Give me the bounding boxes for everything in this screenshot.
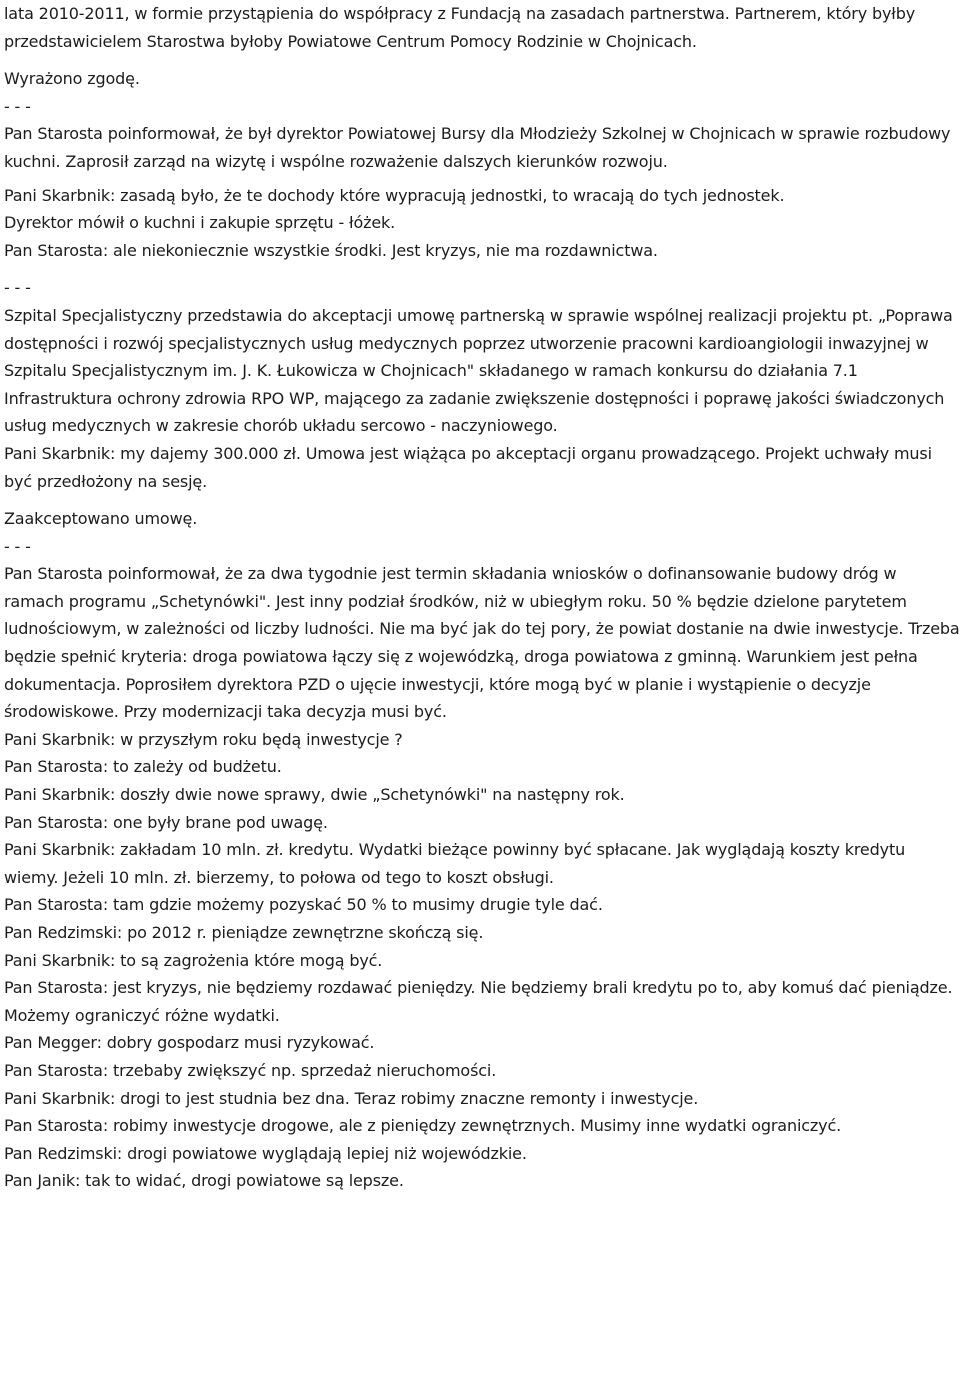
dialogue-line: Pan Redzimski: po 2012 r. pieniądze zewnętrzne skończą się. (4, 923, 484, 942)
paragraph-hospital-agreement: Szpital Specjalistyczny przedstawia do akceptacji umowę partnerską w sprawie wspólnej realizacji projektu pt. „Poprawa dostępności i rozwój specjalistycznych usług medycznych poprzez utworzenie pracowni kardioangiologii inwazyjnej w Szpitalu Specjalistycznym im. J. K. Łukowicza w Chojnicach" składanego w ramach konkursu do działania 7.1 Infrastruktura ochrony zdrowia RPO WP, mającego za zadanie zwiększenie dostępności i poprawę jakości świadczonych usług medycznych w zakresie chorób układu sercowo - naczyniowego. (4, 305, 953, 436)
dialogue-line: Pan Redzimski: drogi powiatowe wyglądają lepiej niż wojewódzkie. (4, 1143, 527, 1163)
dialogue-line: Pani Skarbnik: doszły dwie nowe sprawy, dwie „Schetynówki" na następny rok. (4, 785, 625, 805)
paragraph-partnership: lata 2010-2011, w formie przystąpienia do współpracy z Fundacją na zasadach partnerstwa. Partnerem, który byłby przedstawicielem Starostwa byłoby Powiatowe Centrum Pomocy Rodzinie w Chojnicach. (4, 4, 916, 51)
dialogue-line: Pan Starosta: one były brane pod uwagę. (4, 812, 328, 832)
paragraph-bursa-kitchen: Pan Starosta poinformował, że był dyrektor Powiatowej Bursy dla Młodzieży Szkolnej w Chojnicach w sprawie rozbudowy kuchni. Zaprosił zarząd na wizytę i wspólne rozważenie dalszych kierunków rozwoju. (4, 124, 951, 171)
dialogue-line: Pan Janik: tak to widać, drogi powiatowe są lepsze. (4, 1171, 404, 1191)
paragraph-skarbnik-revenue: Pani Skarbnik: zasadą było, że te dochody które wypracują jednostki, to wracają do tych jednostek. (4, 185, 785, 205)
dialogue-line: Pani Skarbnik: drogi to jest studnia bez dna. Teraz robimy znaczne remonty i inwestycje. (4, 1088, 699, 1108)
dialogue-line: Pan Starosta: to zależy od budżetu. (4, 757, 282, 777)
separator: - - - (4, 536, 31, 556)
paragraph-skarbnik-300000: Pani Skarbnik: my dajemy 300.000 zł. Umowa jest wiążąca po akceptacji organu prowadzącego. Projekt uchwały musi być przedłożony na sesję. (4, 443, 932, 491)
paragraph-director-kitchen: Dyrektor mówił o kuchni i zakupie sprzętu - łóżek. (4, 213, 396, 233)
dialogue-line: Pan Starosta: tam gdzie możemy pozyskać 50 % to musimy drugie tyle dać. (4, 895, 603, 915)
paragraph-starosta-crisis: Pan Starosta: ale niekoniecznie wszystkie środki. Jest kryzys, nie ma rozdawnictwa. (4, 240, 658, 260)
dialogue-line: Pan Starosta: jest kryzys, nie będziemy rozdawać pieniędzy. Nie będziemy brali kredytu po to, aby komuś dać pieniądze. Możemy ograniczyć różne wydatki. (4, 978, 953, 1025)
separator: - - - (4, 278, 31, 298)
dialogue-line: Pan Megger: dobry gospodarz musi ryzykować. (4, 1033, 375, 1053)
dialogue-line: Pani Skarbnik: w przyszłym roku będą inwestycje ? (4, 729, 403, 749)
separator: - - - (4, 96, 31, 116)
dialogue-line: Pan Starosta: trzebaby zwiększyć np. sprzedaż nieruchomości. (4, 1060, 497, 1080)
paragraph-agreement-accepted: Zaakceptowano umowę. (4, 509, 198, 529)
paragraph-consent: Wyrażono zgodę. (4, 69, 140, 89)
dialogue-line: Pani Skarbnik: to są zagrożenia które mogą być. (4, 950, 383, 970)
dialogue-line: Pan Starosta: robimy inwestycje drogowe, ale z pieniędzy zewnętrznych. Musimy inne wydatki ograniczyć. (4, 1116, 842, 1136)
paragraph-schetynowki: Pan Starosta poinformował, że za dwa tygodnie jest termin składania wniosków o dofinansowanie budowy dróg w ramach programu „Schetynówki". Jest inny podział środków, niż w ubiegłym roku. 50 % będzie dzielone parytetem ludnościowym, w zależności od liczby ludności. Nie ma być jak do tej pory, że powiat dostanie na dwie inwestycje. Trzeba będzie spełnić kryteria: droga powiatowa łączy się z wojewódzką, droga powiatowa z gminną. Warunkiem jest pełna dokumentacja. Poprosiłem dyrektora PZD o ujęcie inwestycji, które mogą być w planie i wystąpienie o decyzje środowiskowe. Przy modernizacji taka decyzja musi być. (4, 564, 960, 722)
dialogue-line: Pani Skarbnik: zakładam 10 mln. zł. kredytu. Wydatki bieżące powinny być spłacane. Jak wyglądają koszty kredytu wiemy. Jeżeli 10 mln. zł. bierzemy, to połowa od tego to koszt obsługi. (4, 840, 906, 887)
